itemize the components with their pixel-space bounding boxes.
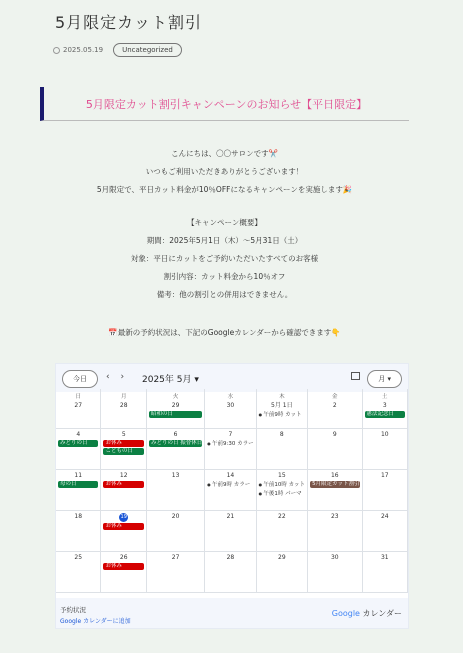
overview-line: 期間：2025年5月1日（木）〜5月31日（土） bbox=[146, 236, 303, 245]
day-cell[interactable] bbox=[56, 429, 101, 470]
day-number[interactable]: 14 bbox=[226, 472, 235, 479]
day-number[interactable]: 28 bbox=[226, 554, 235, 561]
timed-event[interactable]: ● 午後1時 パーマ bbox=[259, 490, 305, 498]
all-day-event[interactable]: 5月限定カット割引 bbox=[312, 481, 360, 487]
day-number[interactable]: 2 bbox=[332, 402, 337, 409]
day-cell[interactable] bbox=[101, 429, 146, 470]
day-number[interactable]: 29 bbox=[278, 554, 286, 561]
day-number[interactable]: 11 bbox=[74, 472, 83, 479]
day-number[interactable]: 18 bbox=[74, 513, 83, 520]
day-cell[interactable] bbox=[56, 552, 101, 593]
all-day-event[interactable]: みどりの日 振替休日 bbox=[150, 440, 203, 446]
all-day-event[interactable]: お休み bbox=[103, 563, 143, 570]
day-cell[interactable] bbox=[56, 511, 101, 552]
post-title: 5月限定カット割引 bbox=[55, 13, 203, 32]
overview-line: 割引内容：カット料金から10％オフ bbox=[163, 272, 286, 281]
all-day-event[interactable]: こどもの日 bbox=[103, 448, 143, 455]
view-selector[interactable]: 月 ▾ bbox=[367, 370, 402, 388]
day-number[interactable]: 8 bbox=[279, 431, 284, 438]
section-heading: 5月限定カット割引キャンペーンのお知らせ【平日限定】 bbox=[40, 87, 409, 121]
calendar-name: 予約状況 bbox=[60, 606, 86, 614]
day-number[interactable]: 23 bbox=[330, 513, 339, 520]
day-number[interactable]: 17 bbox=[380, 472, 389, 479]
day-cell[interactable] bbox=[205, 470, 256, 511]
day-number[interactable]: 24 bbox=[380, 513, 389, 520]
overview-line: 備考：他の割引との併用はできません。 bbox=[156, 290, 293, 299]
weekday-label: 月 bbox=[120, 394, 127, 400]
day-number[interactable]: 15 bbox=[278, 472, 286, 479]
day-cell[interactable] bbox=[257, 552, 308, 593]
day-cell[interactable] bbox=[257, 470, 308, 511]
month-nav bbox=[106, 372, 132, 382]
today-marker[interactable]: 19 bbox=[120, 514, 127, 520]
day-cell[interactable] bbox=[147, 389, 205, 429]
all-day-event[interactable]: 憲法記念日 bbox=[365, 411, 405, 418]
day-number[interactable]: 10 bbox=[380, 431, 389, 438]
day-cell[interactable] bbox=[308, 552, 362, 593]
day-cell[interactable] bbox=[308, 511, 362, 552]
day-number[interactable]: 26 bbox=[119, 554, 128, 561]
weekday-label: 火 bbox=[172, 394, 179, 400]
day-cell[interactable] bbox=[257, 389, 308, 429]
calendar-footer bbox=[56, 598, 408, 628]
prev-month-icon[interactable]: ‹ bbox=[106, 372, 110, 382]
day-cell[interactable] bbox=[308, 429, 362, 470]
day-cell[interactable] bbox=[147, 429, 205, 470]
post-meta bbox=[53, 43, 182, 57]
intro-line: こんにちは、〇〇サロンです✂️ bbox=[171, 149, 278, 158]
day-number[interactable]: 31 bbox=[380, 554, 389, 561]
day-cell[interactable] bbox=[363, 429, 408, 470]
day-cell[interactable] bbox=[205, 511, 256, 552]
day-cell[interactable] bbox=[101, 470, 146, 511]
weekday-label: 土 bbox=[382, 394, 388, 400]
day-number[interactable]: 22 bbox=[278, 513, 286, 520]
calendar-toolbar bbox=[56, 364, 408, 392]
day-cell[interactable] bbox=[147, 470, 205, 511]
next-month-icon[interactable]: › bbox=[120, 372, 125, 382]
day-cell[interactable] bbox=[363, 470, 408, 511]
day-cell[interactable] bbox=[147, 552, 205, 593]
day-number[interactable]: 25 bbox=[74, 554, 83, 561]
overview-line: 対象：平日にカットをご予約いただいたすべてのお客様 bbox=[130, 254, 319, 263]
category-tag[interactable]: Uncategorized bbox=[113, 43, 182, 57]
day-cell[interactable] bbox=[257, 429, 308, 470]
calendar-note: 📅最新の予約状況は、下記のGoogleカレンダーから確認できます👇 bbox=[108, 328, 341, 337]
day-cell[interactable] bbox=[363, 389, 408, 429]
post-date: 2025.05.19 bbox=[63, 46, 104, 54]
day-number[interactable]: 27 bbox=[74, 402, 83, 409]
weekday-label: 木 bbox=[279, 394, 285, 400]
weekday-label: 水 bbox=[227, 394, 234, 400]
day-number[interactable]: 27 bbox=[171, 554, 180, 561]
overview-text bbox=[40, 214, 409, 304]
day-number[interactable]: 21 bbox=[226, 513, 235, 520]
day-number[interactable]: 5月 1日 bbox=[271, 402, 293, 409]
day-cell[interactable] bbox=[205, 552, 256, 593]
all-day-event[interactable]: お休み bbox=[103, 440, 143, 447]
day-cell[interactable] bbox=[56, 470, 101, 511]
day-cell[interactable] bbox=[147, 511, 205, 552]
day-number[interactable]: 6 bbox=[173, 431, 178, 438]
today-button[interactable]: 今日 bbox=[62, 370, 98, 388]
day-number[interactable]: 20 bbox=[171, 513, 180, 520]
update-icon bbox=[53, 47, 60, 54]
weekday-label: 日 bbox=[75, 394, 81, 400]
all-day-event[interactable]: みどりの日 bbox=[58, 440, 98, 447]
day-number[interactable] bbox=[101, 512, 145, 522]
day-number[interactable]: 29 bbox=[171, 402, 180, 409]
all-day-event[interactable]: お休み bbox=[103, 481, 143, 488]
weekday-label: 金 bbox=[332, 394, 338, 400]
timed-event[interactable]: ● 午前9:30 カラー bbox=[207, 440, 253, 448]
month-grid bbox=[56, 389, 408, 596]
day-number[interactable]: 3 bbox=[382, 402, 387, 409]
overview-line: 【キャンペーン概要】 bbox=[187, 218, 262, 227]
day-cell[interactable] bbox=[363, 552, 408, 593]
all-day-event[interactable]: 母の日 bbox=[58, 481, 98, 488]
day-cell[interactable] bbox=[101, 389, 146, 429]
day-number[interactable]: 13 bbox=[171, 472, 180, 479]
day-number[interactable]: 30 bbox=[226, 402, 235, 409]
day-cell[interactable] bbox=[363, 511, 408, 552]
google-calendar-embed bbox=[56, 364, 408, 628]
day-cell[interactable] bbox=[205, 389, 256, 429]
day-number[interactable]: 4 bbox=[76, 431, 81, 438]
intro-line: 5月限定で、平日カット料金が10％OFFになるキャンペーンを実施します🎉 bbox=[96, 185, 353, 194]
day-number[interactable]: 28 bbox=[119, 402, 128, 409]
month-selector[interactable]: 2025年 5月 ▾ bbox=[142, 375, 199, 385]
day-cell[interactable] bbox=[101, 552, 146, 593]
intro-line: いつもご利用いただきありがとうございます！ bbox=[145, 167, 304, 176]
day-number[interactable]: 9 bbox=[332, 431, 337, 438]
all-day-event[interactable]: 昭和の日 bbox=[149, 411, 202, 418]
day-number[interactable]: 7 bbox=[228, 431, 233, 438]
add-to-google-calendar-link[interactable]: Google カレンダーに追加 bbox=[60, 618, 131, 625]
day-cell[interactable] bbox=[257, 511, 308, 552]
agenda-icon[interactable] bbox=[351, 372, 360, 380]
day-cell[interactable] bbox=[205, 429, 256, 470]
timed-event[interactable]: ● 午前9時 カット bbox=[259, 411, 305, 419]
intro-text bbox=[40, 145, 409, 199]
day-number[interactable]: 5 bbox=[121, 431, 126, 438]
timed-event[interactable]: ● 午前9時 カラー bbox=[207, 481, 253, 489]
day-cell[interactable] bbox=[101, 511, 146, 552]
day-cell[interactable] bbox=[308, 470, 362, 511]
day-number[interactable]: 12 bbox=[119, 472, 128, 479]
day-number[interactable]: 16 bbox=[330, 472, 339, 479]
day-number[interactable]: 30 bbox=[330, 554, 339, 561]
all-day-event[interactable]: お休み bbox=[103, 523, 143, 530]
google-calendar-logo[interactable]: Google カレンダー bbox=[331, 609, 402, 618]
timed-event[interactable]: ● 午前10時 カット bbox=[259, 481, 305, 489]
day-cell[interactable] bbox=[308, 389, 362, 429]
day-cell[interactable] bbox=[56, 389, 101, 429]
